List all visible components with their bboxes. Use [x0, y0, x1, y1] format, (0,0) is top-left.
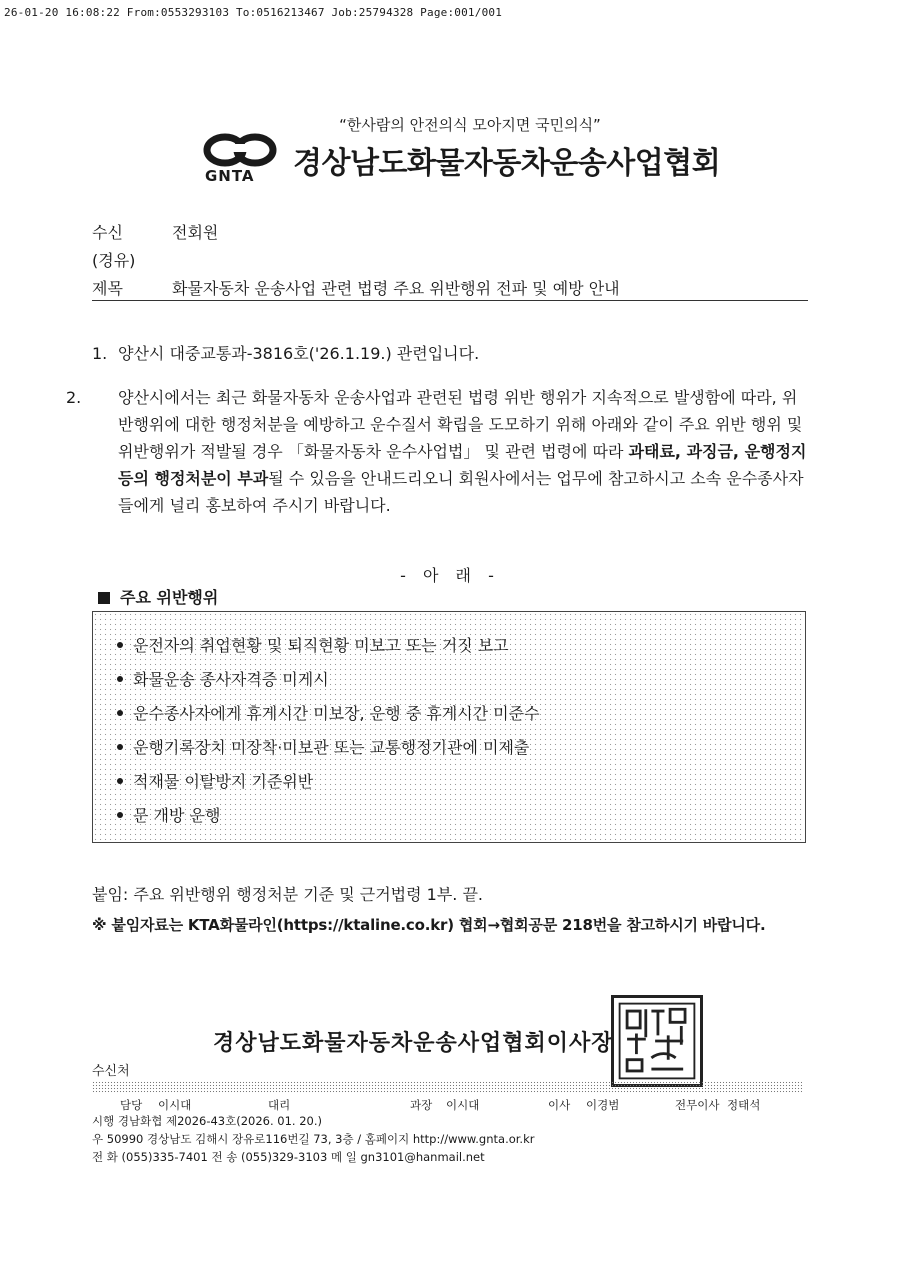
list-item: 문 개방 운행	[117, 806, 805, 840]
staff-role: 대리	[268, 1098, 291, 1112]
bullet-icon	[117, 676, 123, 682]
list-item: 운전자의 취업현황 및 퇴직현황 미보고 또는 거짓 보고	[117, 636, 805, 670]
bullet-icon	[117, 710, 123, 716]
ahrae-heading: - 아 래 -	[400, 566, 500, 585]
signer-title: 경상남도화물자동차운송사업협회이사장	[213, 1031, 614, 1056]
staff-name: 이시대	[446, 1098, 480, 1112]
organization-name: 경상남도화물자동차운송사업협회	[293, 146, 721, 181]
list-item: 운수종사자에게 휴게시간 미보장, 운행 중 휴게시간 미준수	[117, 704, 805, 738]
paragraph-2-text-bold: 과태료, 과징금, 운행정지 등의 행정처분이 부과	[118, 442, 807, 488]
bullet-icon	[117, 778, 123, 784]
logo-text: GNTA	[205, 167, 255, 185]
staff-role: 담당	[120, 1098, 143, 1112]
subject-label: 제목	[92, 279, 123, 298]
bullet-icon	[117, 744, 123, 750]
section-title: 주요 위반행위	[98, 585, 218, 608]
staff-role: 과장	[410, 1098, 433, 1112]
paragraph-1-number: 1.	[92, 344, 108, 363]
attachment-note: ※ 붙임자료는 KTA화물라인(https://ktaline.co.kr) 협회→협회공문 218번을 참고하시기 바랍니다.	[92, 916, 766, 934]
paragraph-1-text: 양산시 대중교통과-3816호('26.1.19.) 관련입니다.	[118, 344, 480, 363]
address-line: 우 50990 경상남도 김해시 장유로116번길 73, 3층 / 홈페이지 http://www.gnta.or.kr	[92, 1132, 535, 1146]
violations-box	[92, 611, 806, 843]
official-seal-icon	[611, 995, 703, 1087]
via-label: (경유)	[92, 251, 136, 270]
staff-name: 이시대	[158, 1098, 192, 1112]
recipients-label: 수신처	[92, 1064, 130, 1079]
subject-value: 화물자동차 운송사업 관련 법령 주요 위반행위 전파 및 예방 안내	[172, 279, 620, 298]
bullet-icon	[117, 642, 123, 648]
list-item: 적재물 이탈방지 기준위반	[117, 772, 805, 806]
recipient-value: 전회원	[172, 223, 219, 242]
paragraph-2	[66, 384, 808, 519]
contact-line: 전 화 (055)335-7401 전 송 (055)329-3103 메 일 gn3101@hanmail.net	[92, 1150, 485, 1164]
recipient-label: 수신	[92, 223, 123, 242]
staff-name: 정태석	[727, 1098, 761, 1112]
paragraph-2-text-a: 양산시에서는 최근 화물자동차 운송사업과 관련된 법령 위반 행위가 지속적으로 발생함에 따라, 위반행위에 대한 행정처분을 예방하고 운수질서 확립을 도모하기 위해 아래와 같이 주요 위반 행위 및 위반행위가 적발될 경우 「화물자동차 운수사업법」 및 관련 법령에 따라	[118, 388, 803, 461]
attachment-line: 붙임: 주요 위반행위 행정처분 기준 및 근거법령 1부. 끝.	[92, 885, 484, 904]
footer-band	[92, 1081, 802, 1093]
enforcement-number: 시행 경남화협 제2026-43호(2026. 01. 20.)	[92, 1114, 323, 1128]
staff-name: 이경범	[586, 1098, 620, 1112]
staff-role: 전무이사	[675, 1098, 720, 1112]
paragraph-2-number: 2.	[66, 388, 82, 407]
paragraph-2-text-b: 될 수 있음을 안내드리오니 회원사에서는 업무에 참고하시고 소속 운수종사자들에게 널리 홍보하여 주시기 바랍니다.	[118, 469, 804, 515]
list-item: 운행기록장치 미장착·미보관 또는 교통행정기관에 미제출	[117, 738, 805, 772]
fax-transmission-header: 26-01-20 16:08:22 From:0553293103 To:0516213467 Job:25794328 Page:001/001	[4, 6, 503, 19]
list-item: 화물운송 종사자격증 미게시	[117, 670, 805, 704]
square-bullet-icon	[98, 592, 110, 604]
staff-role: 이사	[548, 1098, 571, 1112]
paragraph-1	[92, 340, 808, 367]
header-divider	[92, 300, 808, 301]
bullet-icon	[117, 812, 123, 818]
slogan: “한사람의 안전의식 모아지면 국민의식”	[339, 116, 601, 134]
